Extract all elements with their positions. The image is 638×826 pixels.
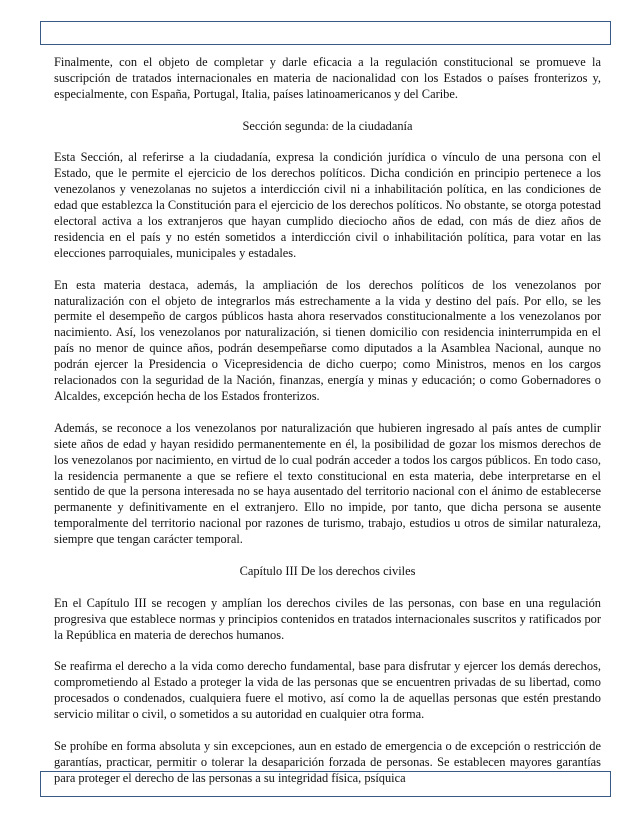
page-header-frame bbox=[40, 21, 611, 45]
paragraph-right-to-life: Se reafirma el derecho a la vida como derecho fundamental, base para disfrutar y ejercer los demás derechos, comprometiendo al Estado a proteger la vida de las personas que se encuentren privadas de su libertad, como procesados o condenados, cualquiera fuere el motivo, así como la de aquellas personas que estén prestando servicio militar o civil, o sometidos a su autoridad en cualquier otra forma. bbox=[54, 659, 601, 722]
paragraph-naturalization: Además, se reconoce a los venezolanos por naturalización que hubieren ingresado al país antes de cumplir siete años de edad y hayan residido permanentemente en él, la posibilidad de gozar los mismos derechos de los venezolanos por nacimiento, en virtud de lo cual podrán acceder a todos los cargos públicos. En todo caso, la residencia permanente a que se refiere el texto constitucional en esta materia, debe interpretarse en el sentido de que la persona interesada no se haya ausentado del territorio nacional con el ánimo de establecerse permanente y definitivamente en el extranjero. Ello no impide, por tanto, que dicha persona se ausente temporalmente del territorio nacional por razones de turismo, trabajo, estudios u otros de similar naturaleza, siempre que tengan carácter temporal. bbox=[54, 420, 601, 547]
paragraph-civil-rights: En el Capítulo III se recogen y amplían los derechos civiles de las personas, con base en una regulación progresiva que establece normas y principios contenidos en tratados internacionales suscritos y ratificados por la República en materia de derechos humanos. bbox=[54, 595, 601, 642]
paragraph-treaties: Finalmente, con el objeto de completar y darle eficacia a la regulación constitucional se promueve la suscripción de tratados internacionales en materia de nacionalidad con los Estados o países fronterizos y, especialmente, con España, Portugal, Italia, países latinoamericanos y del Caribe. bbox=[54, 55, 601, 101]
chapter-heading-civil-rights: Capítulo III De los derechos civiles bbox=[239, 563, 416, 578]
paragraph-citizenship: Esta Sección, al referirse a la ciudadanía, expresa la condición jurídica o vínculo de una persona con el Estado, que le permite el ejercicio de los derechos políticos. Dicha condición en principio pertenece a los venezolanos y venezolanas no sujetos a interdicción civil ni a inhabilitación política, en las condiciones de edad que establezca la Constitución para el ejercicio de los derechos políticos. No obstante, se otorga potestad electoral activa a los extranjeros que hayan cumplido dieciocho años de edad, con más de diez años de residencia en el país y no estén sometidos a interdicción civil o inhabilitación política, para votar en las elecciones parroquiales, municipales y estadales. bbox=[54, 150, 601, 260]
document-body bbox=[54, 55, 601, 802]
paragraph-political-rights: En esta materia destaca, además, la ampliación de los derechos políticos de los venezolanos por naturalización con el objeto de integrarlos más estrechamente a la vida y destino del país. Por ello, se les permite el desempeño de cargos públicos hasta ahora reservados constitucionalmente a los venezolanos por nacimiento. Así, los venezolanos por naturalización, si tienen domicilio con residencia ininterrumpida en el país no menor de quince años, podrán desempeñarse como diputados a la Asamblea Nacional, aunque no podrán ejercer la Presidencia o Vicepresidencia de dicho cuerpo; como Ministros, menos en los cargos relacionados con la seguridad de la Nación, finanzas, energía y minas y educación; o como Gobernadores o Alcaldes, excepción hecha de los Estados fronterizos. bbox=[54, 277, 601, 403]
paragraph-forced-disappearance: Se prohíbe en forma absoluta y sin excepciones, aun en estado de emergencia o de excepción o restricción de garantías, practicar, permitir o tolerar la desaparición forzada de personas. Se establecen mayores garantías para proteger el derecho de las personas a su integridad física, psíquica bbox=[54, 738, 601, 785]
section-heading-citizenship: Sección segunda: de la ciudadanía bbox=[242, 118, 413, 133]
page-footer-frame bbox=[40, 771, 611, 797]
